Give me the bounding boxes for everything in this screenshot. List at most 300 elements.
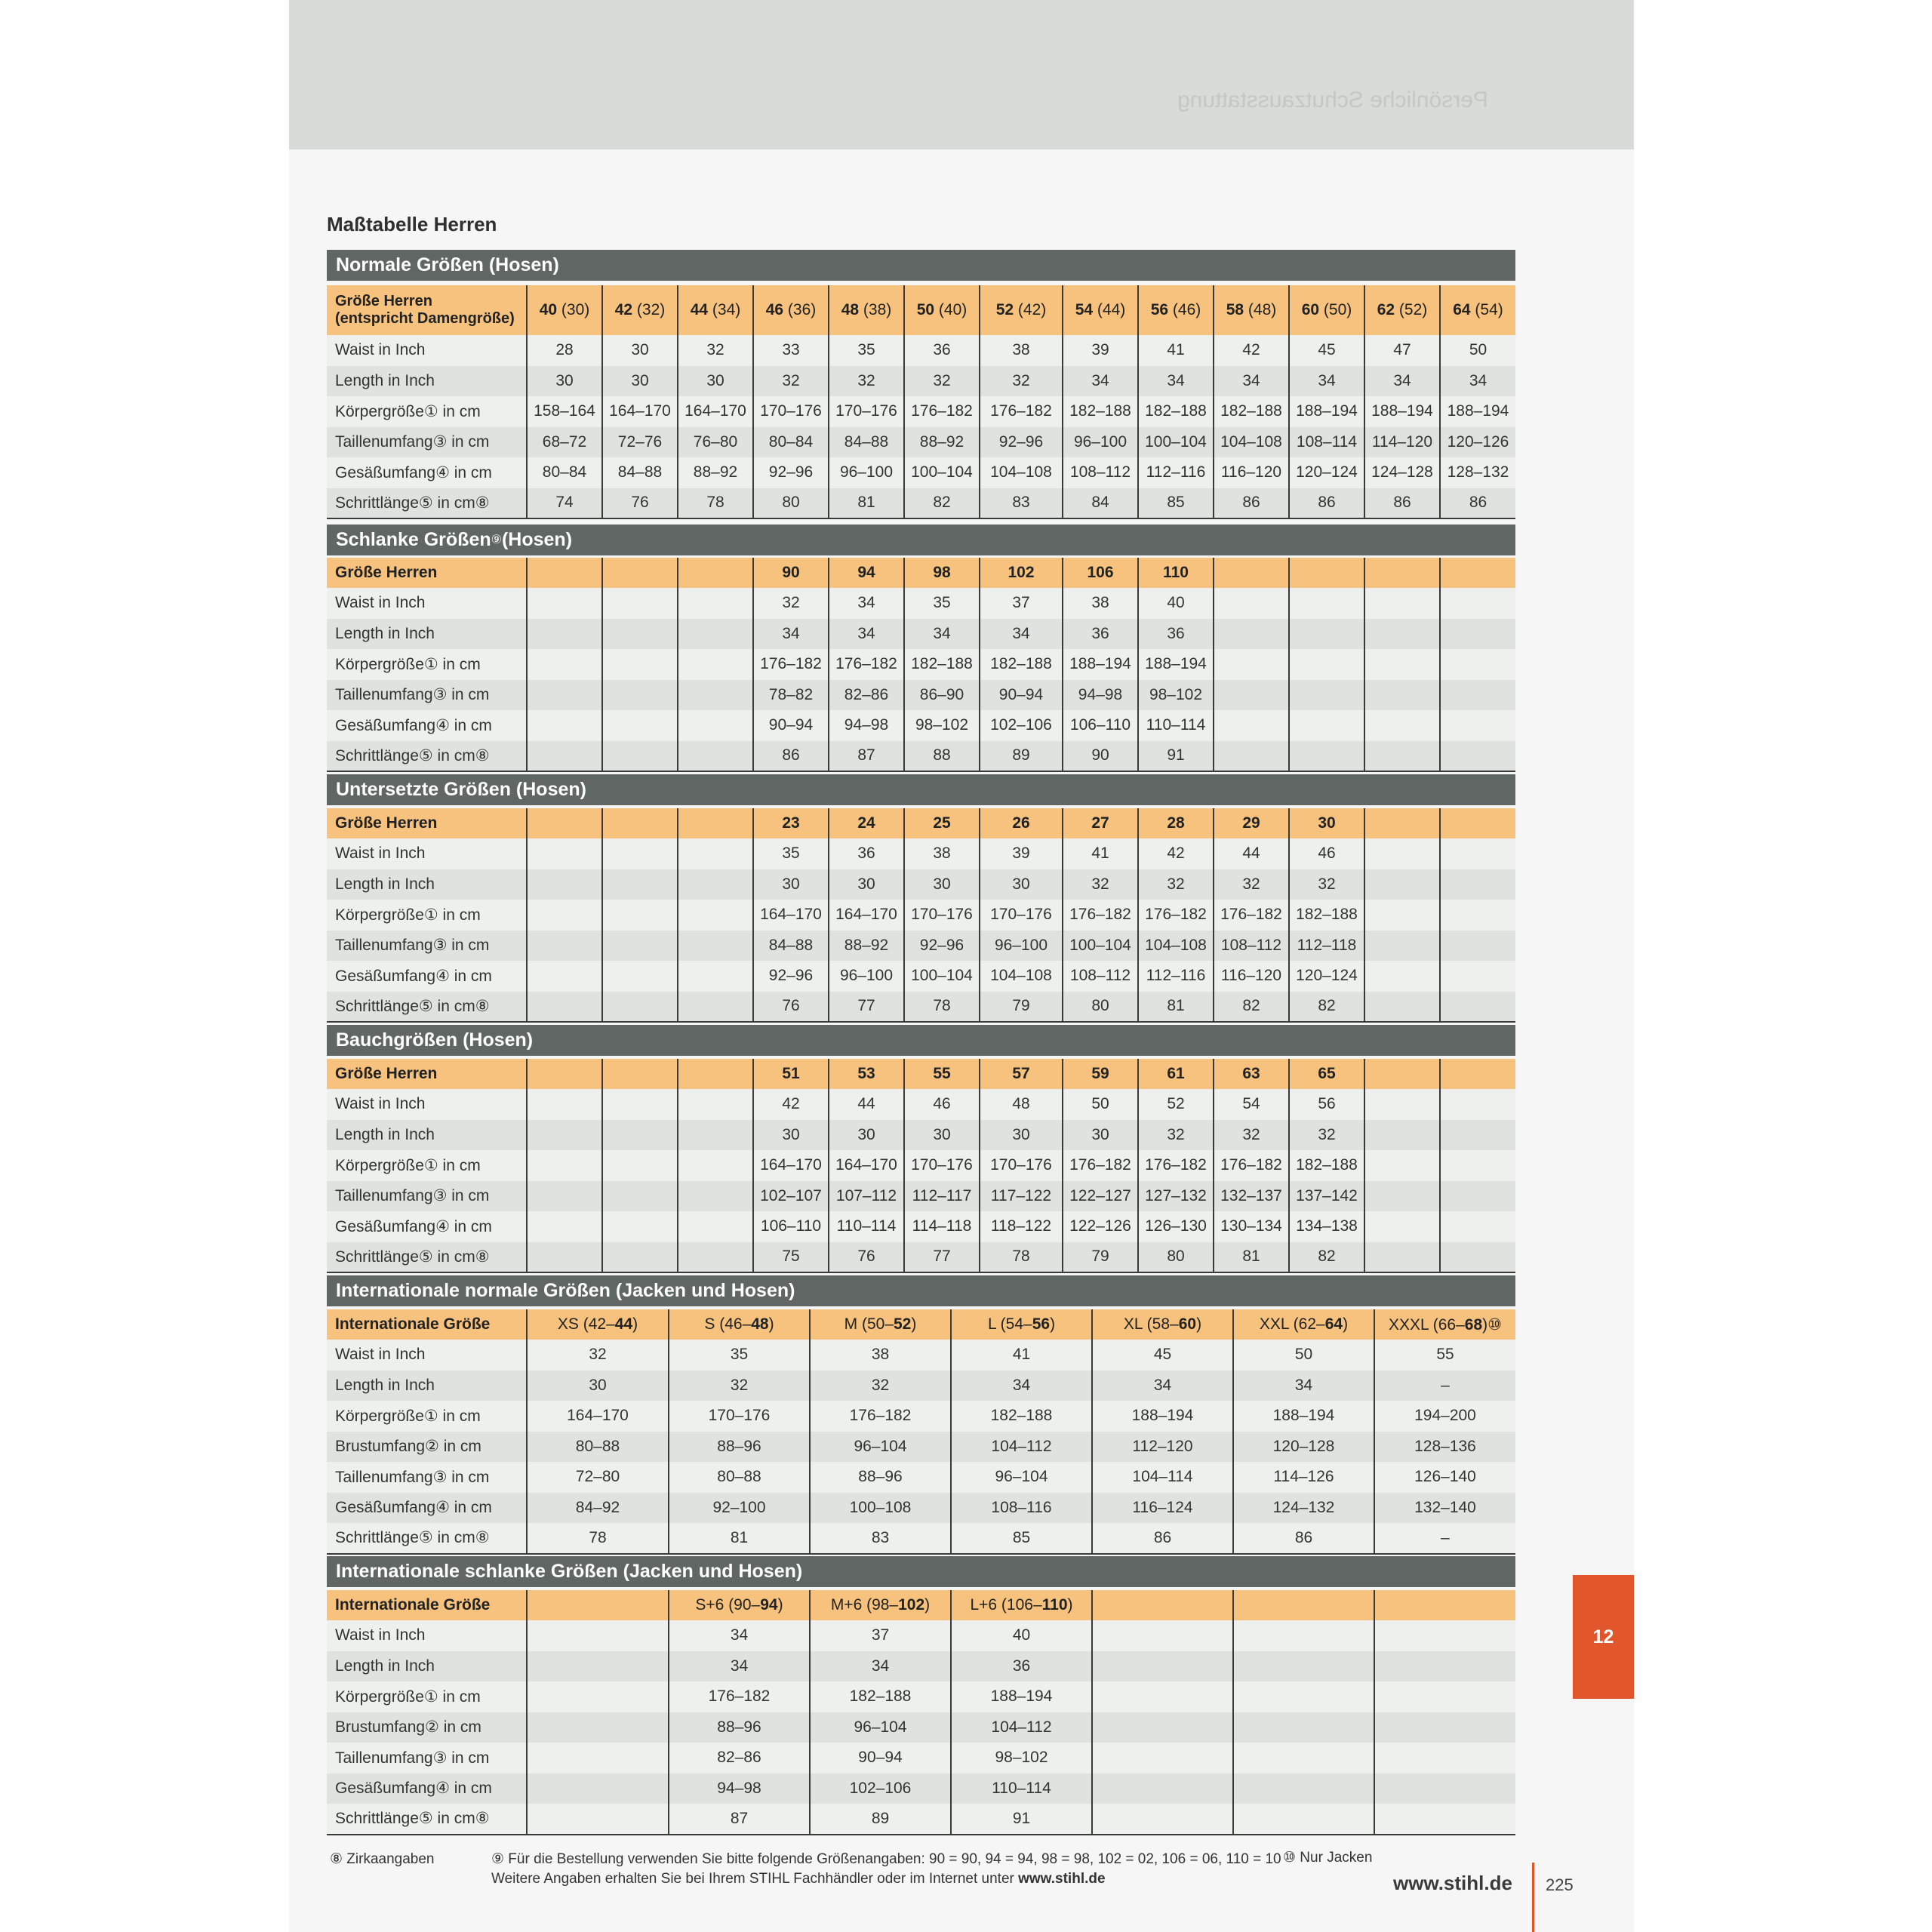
table-cell: 34 (1214, 366, 1289, 397)
size-header-suffix: ) (632, 1315, 638, 1333)
size-header-value: 65 (1318, 1065, 1336, 1082)
size-header-value: 64 (1453, 301, 1471, 318)
table-cell (1233, 1774, 1374, 1804)
table-cell: 170–176 (980, 1150, 1063, 1181)
table-cell: 98–102 (904, 710, 980, 741)
table-cell: 32 (829, 366, 904, 397)
table-cell (678, 838, 753, 869)
table-cell: 94–98 (669, 1774, 810, 1804)
row-label: Waist in Inch (327, 335, 527, 366)
table-cell (527, 1120, 602, 1151)
table-cell: 96–100 (829, 961, 904, 992)
size-header-value: 60 (1301, 301, 1320, 318)
size-header-cell (1063, 558, 1138, 588)
table-cell: 30 (527, 366, 602, 397)
table-cell (1374, 1620, 1515, 1651)
size-header-cell (753, 808, 829, 838)
table-cell (1092, 1620, 1233, 1651)
table-cell: 122–127 (1063, 1181, 1138, 1212)
size-header-value: 52 (894, 1315, 912, 1333)
row-label: Körpergröße① in cm (327, 649, 527, 680)
row-label: Körpergröße① in cm (327, 900, 527, 931)
size-header-cell (753, 558, 829, 588)
table-cell: 164–170 (602, 396, 678, 427)
size-header-cell (1063, 808, 1138, 838)
size-header-value: 56 (1150, 301, 1169, 318)
table-cell: 176–182 (1138, 1150, 1214, 1181)
table-cell: 44 (1214, 838, 1289, 869)
table-cell: 32 (669, 1371, 810, 1401)
table-cell: 188–194 (1440, 396, 1515, 427)
size-header-value: 51 (782, 1065, 800, 1082)
size-header-value: 59 (1091, 1065, 1109, 1082)
row-label: Length in Inch (327, 1371, 527, 1401)
table-cell (1364, 900, 1440, 931)
table-cell (602, 1150, 678, 1181)
table-cell: 83 (980, 488, 1063, 519)
size-header-cell (1063, 285, 1138, 335)
table-cell: 45 (1092, 1340, 1233, 1371)
table-cell (1364, 931, 1440, 961)
size-header-cell (678, 808, 753, 838)
table-cell (527, 1089, 602, 1120)
table-cell (602, 1120, 678, 1151)
table-cell: 34 (829, 619, 904, 650)
row-label: Waist in Inch (327, 838, 527, 869)
table-cell: 81 (1214, 1242, 1289, 1273)
size-header-alt: (30) (557, 301, 590, 318)
chapter-tab[interactable]: 12 (1573, 1575, 1634, 1699)
table-cell (527, 588, 602, 619)
table-cell (678, 1150, 753, 1181)
table-cell: 30 (753, 869, 829, 900)
table-cell (1364, 680, 1440, 711)
size-header-value: 106 (1087, 564, 1114, 581)
table-cell: 52 (1138, 1089, 1214, 1120)
show-through-header: Persönliche Schutzausstattung (1177, 88, 1488, 112)
table-cell (678, 931, 753, 961)
table-row (327, 366, 1515, 397)
table-cell: 34 (669, 1651, 810, 1682)
size-header-cell (904, 285, 980, 335)
table-cell: 108–114 (1289, 427, 1364, 458)
size-header-value: 42 (614, 301, 633, 318)
section-title-band (327, 1556, 1515, 1587)
table-cell: 74 (527, 488, 602, 519)
table-cell: 104–114 (1092, 1462, 1233, 1493)
table-row (327, 1432, 1515, 1463)
table-cell: 38 (980, 335, 1063, 366)
size-header-alt: (50) (1319, 301, 1352, 318)
table-cell (678, 741, 753, 772)
table-cell: 108–112 (1063, 457, 1138, 488)
size-header-label-line: Größe Herren (335, 293, 432, 309)
table-cell: 170–176 (753, 396, 829, 427)
table-cell: 34 (753, 619, 829, 650)
table-row (327, 1774, 1515, 1804)
size-header-cell (1092, 1309, 1233, 1340)
table-cell: 122–126 (1063, 1211, 1138, 1242)
size-header-cell (980, 1059, 1063, 1089)
table-cell: 82–86 (829, 680, 904, 711)
table-cell: 82–86 (669, 1743, 810, 1774)
table-cell (1364, 1089, 1440, 1120)
table-cell: 46 (1289, 838, 1364, 869)
size-header-cell (1440, 558, 1515, 588)
table-cell: 80 (1063, 992, 1138, 1023)
size-header-cell (678, 285, 753, 335)
table-cell: 46 (904, 1089, 980, 1120)
size-header-cell (1364, 1059, 1440, 1089)
table-cell: 102–107 (753, 1181, 829, 1212)
row-label: Waist in Inch (327, 1620, 527, 1651)
row-label: Schrittlänge⑤ in cm⑧ (327, 1242, 527, 1273)
size-header-cell (678, 1059, 753, 1089)
table-cell: 104–108 (1214, 427, 1289, 458)
size-header-suffix: ) (1196, 1315, 1202, 1333)
table-cell: 106–110 (1063, 710, 1138, 741)
size-header-cell (1138, 558, 1214, 588)
table-cell: 72–80 (527, 1462, 669, 1493)
table-cell: 85 (951, 1523, 1092, 1554)
table-cell: 92–96 (753, 457, 829, 488)
section-title: Normale Größen (Hosen) (336, 254, 559, 275)
table-cell (1364, 1242, 1440, 1273)
table-cell (527, 680, 602, 711)
size-header-label (327, 808, 527, 838)
size-header-cell (951, 1309, 1092, 1340)
table-cell: – (1374, 1523, 1515, 1554)
table-cell: 28 (527, 335, 602, 366)
table-cell (602, 869, 678, 900)
size-header-alt: (36) (783, 301, 817, 318)
row-label: Gesäßumfang④ in cm (327, 1774, 527, 1804)
table-cell (527, 1242, 602, 1273)
size-header-value: 50 (916, 301, 935, 318)
table-cell: 30 (829, 869, 904, 900)
size-header-cell (669, 1590, 810, 1620)
table-cell (527, 741, 602, 772)
table-cell (678, 1181, 753, 1212)
table-row (327, 992, 1515, 1023)
table-cell: 96–104 (810, 1432, 951, 1463)
table-cell: 182–188 (904, 649, 980, 680)
size-header-value: 110 (1163, 564, 1189, 581)
size-header-suffix: ) (1067, 1596, 1073, 1614)
table-cell: 38 (1063, 588, 1138, 619)
table-cell: 84–88 (602, 457, 678, 488)
size-header-row (327, 808, 1515, 838)
size-header-cell (1364, 808, 1440, 838)
table-cell (1440, 588, 1515, 619)
table-cell: 104–108 (980, 457, 1063, 488)
table-cell: 132–140 (1374, 1493, 1515, 1524)
table-cell: 41 (1063, 838, 1138, 869)
table-row (327, 741, 1515, 772)
footer-divider (1532, 1863, 1534, 1932)
table-cell (1364, 1150, 1440, 1181)
table-cell (678, 1242, 753, 1273)
table-cell (602, 649, 678, 680)
size-table (327, 558, 1515, 772)
section-title: Untersetzte Größen (Hosen) (336, 779, 586, 800)
table-cell: 84–88 (829, 427, 904, 458)
table-cell: 34 (1289, 366, 1364, 397)
table-cell: 30 (980, 869, 1063, 900)
table-cell: 36 (1063, 619, 1138, 650)
size-header-value: 58 (1226, 301, 1244, 318)
table-cell (1233, 1804, 1374, 1835)
table-cell: 76 (753, 992, 829, 1023)
size-header-cell (1233, 1590, 1374, 1620)
table-cell: 108–112 (1063, 961, 1138, 992)
size-header-cell (1233, 1309, 1374, 1340)
table-cell: 182–188 (980, 649, 1063, 680)
table-cell (527, 1712, 669, 1743)
table-cell: 164–170 (753, 900, 829, 931)
size-header-label-line: Größe Herren (335, 1064, 438, 1082)
table-cell: 76 (602, 488, 678, 519)
size-header-prefix: XL (58– (1123, 1315, 1179, 1333)
table-cell: 34 (810, 1651, 951, 1682)
size-header-cell (527, 285, 602, 335)
table-cell: 82 (1289, 992, 1364, 1023)
row-label: Schrittlänge⑤ in cm⑧ (327, 992, 527, 1023)
table-cell: 120–128 (1233, 1432, 1374, 1463)
table-cell (1374, 1681, 1515, 1712)
table-cell: 30 (602, 366, 678, 397)
size-header-alt: (40) (934, 301, 968, 318)
table-cell (1092, 1774, 1233, 1804)
section-title-suffix: (Hosen) (501, 529, 573, 550)
table-cell (678, 1089, 753, 1120)
size-header-label-line: Internationale Größe (335, 1315, 491, 1333)
size-header-label (327, 285, 527, 335)
table-cell: 86 (1364, 488, 1440, 519)
table-cell: 124–132 (1233, 1493, 1374, 1524)
table-row (327, 1181, 1515, 1212)
table-cell: 77 (904, 1242, 980, 1273)
table-cell: 89 (980, 741, 1063, 772)
size-header-cell (669, 1309, 810, 1340)
table-cell: 32 (678, 335, 753, 366)
table-cell (1440, 900, 1515, 931)
table-cell: 170–176 (829, 396, 904, 427)
size-header-cell (1289, 558, 1364, 588)
table-row (327, 1620, 1515, 1651)
size-header-cell (1214, 808, 1289, 838)
table-cell: 92–100 (669, 1493, 810, 1524)
table-cell: 104–112 (951, 1712, 1092, 1743)
table-cell: 176–182 (1214, 1150, 1289, 1181)
size-header-cell (829, 808, 904, 838)
table-cell: 110–114 (951, 1774, 1092, 1804)
table-cell (1364, 1120, 1440, 1151)
table-cell: 81 (669, 1523, 810, 1554)
table-cell: 76 (829, 1242, 904, 1273)
table-row (327, 869, 1515, 900)
table-cell (527, 931, 602, 961)
table-row (327, 588, 1515, 619)
row-label: Waist in Inch (327, 1089, 527, 1120)
size-header-cell (1364, 558, 1440, 588)
table-cell: 86 (1289, 488, 1364, 519)
size-header-value: 61 (1167, 1065, 1185, 1082)
table-cell (1374, 1651, 1515, 1682)
table-cell: 32 (1138, 869, 1214, 900)
table-cell: 82 (1214, 992, 1289, 1023)
table-cell: 116–120 (1214, 457, 1289, 488)
size-header-suffix: ) (1343, 1315, 1349, 1333)
table-row (327, 427, 1515, 458)
table-cell: 39 (1063, 335, 1138, 366)
size-header-prefix: S (46– (704, 1315, 752, 1333)
table-cell: 188–194 (1364, 396, 1440, 427)
table-cell (1289, 649, 1364, 680)
row-label: Taillenumfang③ in cm (327, 931, 527, 961)
size-header-label-line: Internationale Größe (335, 1595, 491, 1614)
size-header-alt: (46) (1168, 301, 1201, 318)
table-cell: 72–76 (602, 427, 678, 458)
table-cell (1374, 1804, 1515, 1835)
table-cell: 182–188 (1214, 396, 1289, 427)
footnote-ordering-line2 (491, 1869, 1281, 1889)
table-cell (527, 649, 602, 680)
table-cell: 86 (1233, 1523, 1374, 1554)
size-header-cell (829, 1059, 904, 1089)
table-cell (602, 1211, 678, 1242)
row-label: Gesäßumfang④ in cm (327, 1493, 527, 1524)
table-row (327, 1242, 1515, 1273)
table-cell: 30 (602, 335, 678, 366)
table-cell: 79 (980, 992, 1063, 1023)
table-cell (1364, 961, 1440, 992)
size-header-cell (527, 1059, 602, 1089)
table-cell: 106–110 (753, 1211, 829, 1242)
size-header-cell (829, 558, 904, 588)
table-cell (1374, 1712, 1515, 1743)
section-title-band (327, 250, 1515, 281)
size-header-suffix: )⑩ (1482, 1315, 1502, 1334)
size-header-cell (1289, 808, 1364, 838)
table-cell (527, 1211, 602, 1242)
table-cell: 116–124 (1092, 1493, 1233, 1524)
row-label: Waist in Inch (327, 1340, 527, 1371)
table-cell: 32 (753, 366, 829, 397)
table-cell: 176–182 (1138, 900, 1214, 931)
table-cell: 89 (810, 1804, 951, 1835)
table-cell (1233, 1651, 1374, 1682)
table-cell: 39 (980, 838, 1063, 869)
table-cell: 34 (829, 588, 904, 619)
table-cell: 41 (1138, 335, 1214, 366)
table-cell (1289, 680, 1364, 711)
table-cell: 98–102 (951, 1743, 1092, 1774)
table-cell: 164–170 (829, 900, 904, 931)
table-cell: 170–176 (904, 900, 980, 931)
footer-url[interactable]: www.stihl.de (1393, 1872, 1512, 1894)
size-header-prefix: L+6 (106– (970, 1596, 1042, 1614)
table-row (327, 838, 1515, 869)
row-label: Gesäßumfang④ in cm (327, 710, 527, 741)
table-cell: 80–84 (753, 427, 829, 458)
size-header-alt: (48) (1244, 301, 1277, 318)
size-header-cell (1440, 285, 1515, 335)
size-header-cell (678, 558, 753, 588)
table-cell (1214, 619, 1289, 650)
table-cell: 84–88 (753, 931, 829, 961)
table-cell (602, 992, 678, 1023)
table-cell (1440, 1150, 1515, 1181)
table-cell (1440, 992, 1515, 1023)
table-cell: 50 (1440, 335, 1515, 366)
table-cell (602, 680, 678, 711)
size-header-value: 62 (1377, 301, 1395, 318)
table-cell: 44 (829, 1089, 904, 1120)
table-cell: 35 (829, 335, 904, 366)
table-cell: 92–96 (753, 961, 829, 992)
table-cell: 30 (980, 1120, 1063, 1151)
size-header-value: 63 (1242, 1065, 1260, 1082)
table-cell: 100–104 (904, 961, 980, 992)
footnote-ordering-link[interactable]: www.stihl.de (1018, 1870, 1106, 1887)
row-label: Gesäßumfang④ in cm (327, 457, 527, 488)
row-label: Körpergröße① in cm (327, 396, 527, 427)
size-header-cell (1440, 1059, 1515, 1089)
table-cell: 80 (753, 488, 829, 519)
table-cell (527, 961, 602, 992)
table-cell (602, 931, 678, 961)
size-table (327, 1590, 1515, 1835)
table-cell (678, 588, 753, 619)
table-cell: 112–120 (1092, 1432, 1233, 1463)
table-cell (1440, 1181, 1515, 1212)
table-cell: 30 (904, 869, 980, 900)
size-header-value: 44 (614, 1315, 633, 1333)
table-cell (1374, 1743, 1515, 1774)
size-header-row (327, 285, 1515, 335)
table-cell: 82 (904, 488, 980, 519)
row-label: Waist in Inch (327, 588, 527, 619)
table-row (327, 1371, 1515, 1401)
table-cell: 32 (1289, 869, 1364, 900)
table-cell: 54 (1214, 1089, 1289, 1120)
table-cell: 36 (1138, 619, 1214, 650)
table-cell: 92–96 (904, 931, 980, 961)
table-cell: 102–106 (810, 1774, 951, 1804)
table-cell (1364, 869, 1440, 900)
table-cell: 137–142 (1289, 1181, 1364, 1212)
table-cell (1214, 588, 1289, 619)
table-cell: 34 (1233, 1371, 1374, 1401)
size-header-label (327, 1309, 527, 1340)
size-header-value: 102 (898, 1596, 925, 1614)
row-label: Körpergröße① in cm (327, 1150, 527, 1181)
table-cell: 80–88 (527, 1432, 669, 1463)
size-header-cell (1374, 1309, 1515, 1340)
row-label: Taillenumfang③ in cm (327, 1462, 527, 1493)
size-header-cell (527, 1309, 669, 1340)
table-cell: 55 (1374, 1340, 1515, 1371)
table-cell: 88–92 (904, 427, 980, 458)
table-cell (1374, 1774, 1515, 1804)
table-cell (1364, 741, 1440, 772)
table-cell: 126–140 (1374, 1462, 1515, 1493)
table-cell (678, 961, 753, 992)
size-header-value: 55 (933, 1065, 951, 1082)
table-cell (1364, 838, 1440, 869)
table-cell (1440, 869, 1515, 900)
